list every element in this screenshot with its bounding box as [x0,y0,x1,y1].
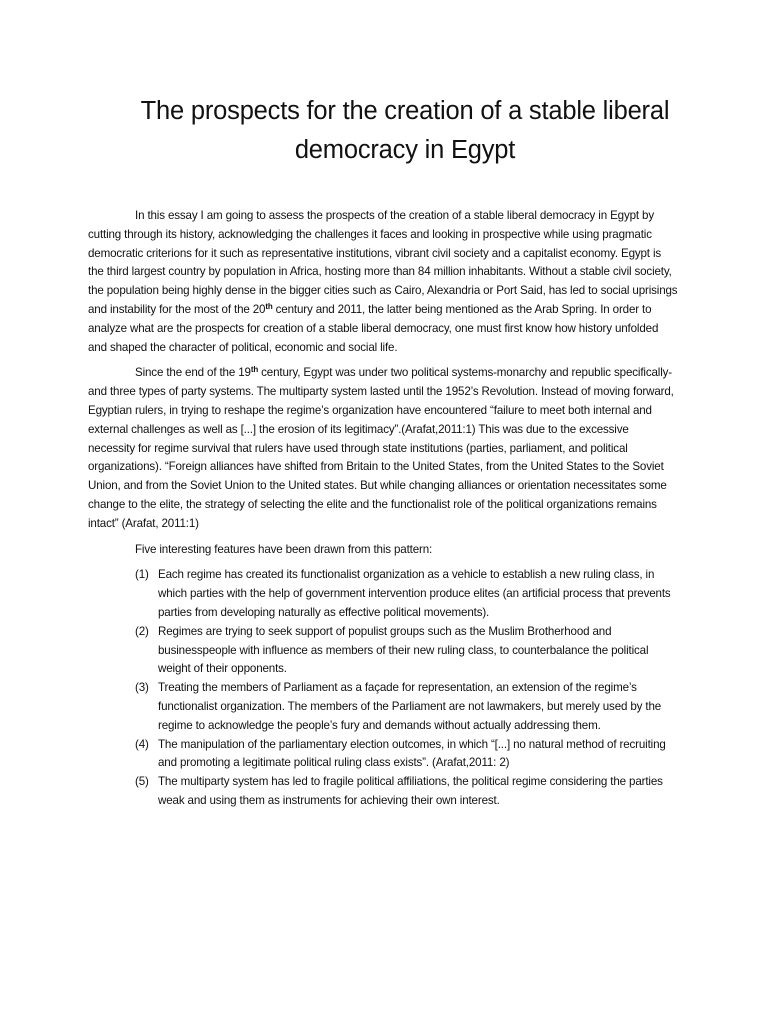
paragraph-intro-tail: century and 2011, the latter being mentioned as the Arab Spring. In order to analyze what are the prospects for creation of a stable liberal democracy, one must first know how history unfolded and shaped the character of political, economic and social life. [88,302,659,354]
paragraph-history [88,364,678,533]
list-item-number: (1) [135,568,149,582]
document-body [88,207,678,811]
title-line-1: The prospects for the creation of a stable liberal [140,97,670,125]
ordinal-suffix: th [250,365,259,375]
paragraph-intro-text: In this essay I am going to assess the prospects of the creation of a stable liberal democracy in Egypt by cutting through its history, acknowledging the challenges it faces and looking in prospective while using pragmatic democratic criterions for it such as representative institutions, vibrant civil society and a capitalist economy. Egypt is the third largest country by population in Africa, hosting more than 84 million inhabitants. Without a stable civil society, the population being highly dense in the bigger cities such as Cairo, Alexandria or Port Said, has led to social uprisings and instability for the most of the 20 [88,209,678,316]
list-item-text: The multiparty system has led to fragile political affiliations, the political regime considering the parties weak and using them as instruments for achieving their own interest. [158,775,663,807]
list-item [88,773,678,811]
list-item-text: The manipulation of the parliamentary election outcomes, in which “[...] no natural method of recruiting and promoting a legitimate political ruling class exists”. (Arafat,2011: 2) [158,737,666,770]
list-item-text: Each regime has created its functionalist organization as a vehicle to establish a new ruling class, in which parties with the help of government intervention produce elites (an artificial process that prevents parties from developing naturally as effective political movements). [158,568,671,619]
list-item-number: (4) [135,737,149,751]
list-item-number: (3) [135,681,149,695]
paragraph-history-tail: century, Egypt was under two political systems-monarchy and republic specifically- and three types of party systems. The multiparty system lasted until the 1952’s Revolution. Instead of moving forward, Egyptian rulers, in trying to reshape the regime’s organization have encountered “failure to meet both internal and external challenges as well as [...] the erosion of its legitimacy”.(Arafat,2011:1) This was due to the excessive necessity for regime survival that rulers have used through state institutions (parties, parliament, and political organizations). “Foreign alliances have shifted from Britain to the United States, from the United States to the Soviet Union, and from the Soviet Union to the United states. But while changing alliances or orientation necessitates some change to the elite, the strategy of selecting the elite and the functionalist role of the political organizations remains intact” (Arafat, 2011:1) [88,366,674,530]
list-item-number: (5) [135,775,149,789]
list-item [88,623,678,679]
list-item [88,736,678,774]
list-item-text: Regimes are trying to seek support of populist groups such as the Muslim Brotherhood and businesspeople with influence as members of their new ruling class, to counterbalance the political weight of their opponents. [158,624,649,676]
ordinal-suffix: th [265,301,273,311]
list-item [88,679,678,735]
features-list [88,566,678,810]
list-item-text: Treating the members of Parliament as a façade for representation, an extension of the regime’s functionalist organization. The members of the Parliament are not lawmakers, but merely used by the regime to acknowledge the people’s fury and demands without actually addressing them. [158,681,662,732]
document-title [100,92,710,170]
paragraph-intro [88,207,678,357]
paragraph-history-head: Since the end of the 19 [135,366,251,380]
title-line-2: democracy in Egypt [294,136,516,164]
features-intro: Five interesting features have been drawn from this pattern: [135,542,433,556]
list-item-number: (2) [135,624,149,638]
list-item [88,566,678,622]
